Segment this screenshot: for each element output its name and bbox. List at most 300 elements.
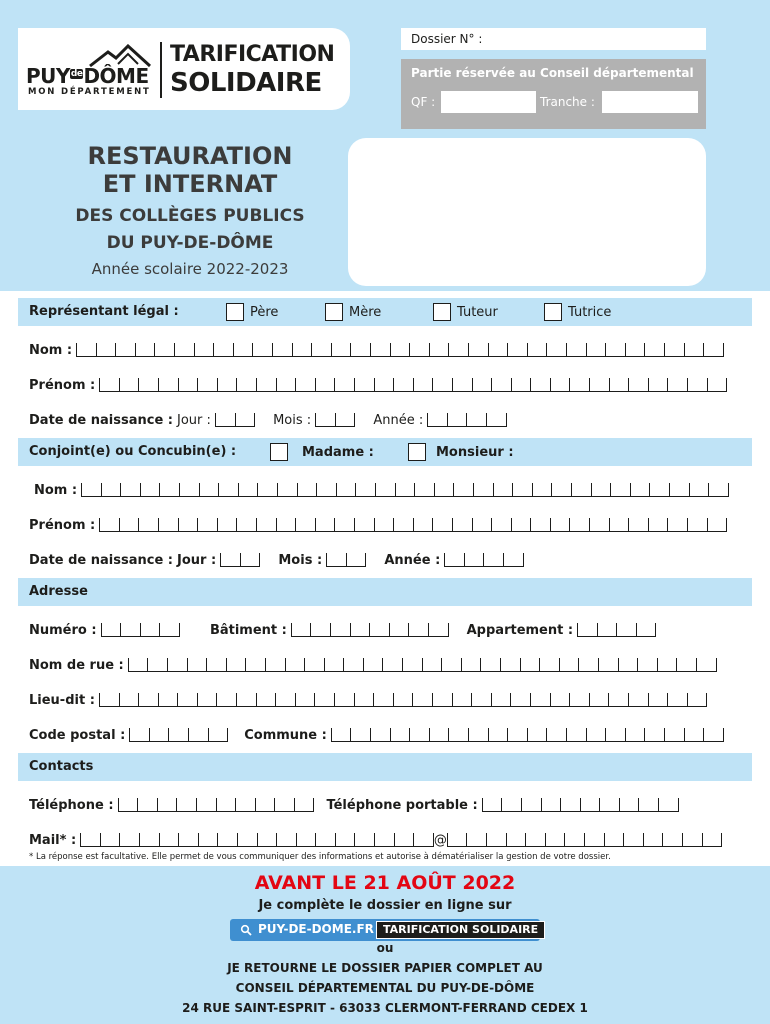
char-cell[interactable] xyxy=(606,728,626,742)
char-cell[interactable] xyxy=(567,343,587,357)
char-cell[interactable] xyxy=(547,343,567,357)
char-cell[interactable] xyxy=(579,658,599,672)
char-cell[interactable] xyxy=(487,413,507,427)
char-cell[interactable] xyxy=(237,378,257,392)
char-cell[interactable] xyxy=(236,413,256,427)
char-cell[interactable] xyxy=(396,483,416,497)
conj-annee-input[interactable] xyxy=(444,553,523,567)
char-cell[interactable] xyxy=(199,833,219,847)
char-cell[interactable] xyxy=(375,833,395,847)
char-cell[interactable] xyxy=(390,623,410,637)
char-cell[interactable] xyxy=(198,693,218,707)
char-cell[interactable] xyxy=(605,833,625,847)
char-cell[interactable] xyxy=(237,693,257,707)
char-cell[interactable] xyxy=(169,728,189,742)
char-cell[interactable] xyxy=(188,658,208,672)
char-cell[interactable] xyxy=(546,833,566,847)
char-cell[interactable] xyxy=(258,833,278,847)
char-cell[interactable] xyxy=(429,623,449,637)
char-cell[interactable] xyxy=(364,658,384,672)
portable-input[interactable] xyxy=(482,798,679,812)
char-cell[interactable] xyxy=(189,728,209,742)
char-cell[interactable] xyxy=(445,553,465,567)
char-cell[interactable] xyxy=(286,658,306,672)
char-cell[interactable] xyxy=(531,518,551,532)
char-cell[interactable] xyxy=(168,658,188,672)
char-cell[interactable] xyxy=(645,343,665,357)
conj-mois-input[interactable] xyxy=(326,553,366,567)
char-cell[interactable] xyxy=(511,693,531,707)
char-cell[interactable] xyxy=(218,833,238,847)
char-cell[interactable] xyxy=(293,343,313,357)
option-tuteur[interactable] xyxy=(433,302,498,322)
char-cell[interactable] xyxy=(528,343,548,357)
char-cell[interactable] xyxy=(347,553,367,567)
char-cell[interactable] xyxy=(140,833,160,847)
char-cell[interactable] xyxy=(277,833,297,847)
char-cell[interactable] xyxy=(335,693,355,707)
char-cell[interactable] xyxy=(179,378,199,392)
char-cell[interactable] xyxy=(513,483,533,497)
char-cell[interactable] xyxy=(570,378,590,392)
char-cell[interactable] xyxy=(489,343,509,357)
char-cell[interactable] xyxy=(296,518,316,532)
char-cell[interactable] xyxy=(150,728,170,742)
char-cell[interactable] xyxy=(139,518,159,532)
rep-nom-input[interactable] xyxy=(76,343,724,357)
char-cell[interactable] xyxy=(473,518,493,532)
char-cell[interactable] xyxy=(448,833,468,847)
char-cell[interactable] xyxy=(572,483,592,497)
char-cell[interactable] xyxy=(159,518,179,532)
char-cell[interactable] xyxy=(465,553,485,567)
char-cell[interactable] xyxy=(610,378,630,392)
char-cell[interactable] xyxy=(578,623,598,637)
char-cell[interactable] xyxy=(355,833,375,847)
char-cell[interactable] xyxy=(665,343,685,357)
char-cell[interactable] xyxy=(216,413,236,427)
char-cell[interactable] xyxy=(467,413,487,427)
rep-mois-input[interactable] xyxy=(315,413,355,427)
char-cell[interactable] xyxy=(442,658,462,672)
char-cell[interactable] xyxy=(371,343,391,357)
char-cell[interactable] xyxy=(100,518,120,532)
char-cell[interactable] xyxy=(665,728,685,742)
char-cell[interactable] xyxy=(100,693,120,707)
char-cell[interactable] xyxy=(351,728,371,742)
char-cell[interactable] xyxy=(296,378,316,392)
char-cell[interactable] xyxy=(403,658,423,672)
char-cell[interactable] xyxy=(316,413,336,427)
char-cell[interactable] xyxy=(540,658,560,672)
char-cell[interactable] xyxy=(690,483,710,497)
char-cell[interactable] xyxy=(141,623,161,637)
char-cell[interactable] xyxy=(198,378,218,392)
char-cell[interactable] xyxy=(474,483,494,497)
char-cell[interactable] xyxy=(469,728,489,742)
char-cell[interactable] xyxy=(277,378,297,392)
char-cell[interactable] xyxy=(120,693,140,707)
char-cell[interactable] xyxy=(295,798,315,812)
char-cell[interactable] xyxy=(688,693,708,707)
char-cell[interactable] xyxy=(239,483,259,497)
char-cell[interactable] xyxy=(512,518,532,532)
char-cell[interactable] xyxy=(487,833,507,847)
char-cell[interactable] xyxy=(375,378,395,392)
char-cell[interactable] xyxy=(570,693,590,707)
char-cell[interactable] xyxy=(136,343,156,357)
char-cell[interactable] xyxy=(139,378,159,392)
char-cell[interactable] xyxy=(639,798,659,812)
char-cell[interactable] xyxy=(629,693,649,707)
cp-input[interactable] xyxy=(129,728,228,742)
char-cell[interactable] xyxy=(331,623,351,637)
char-cell[interactable] xyxy=(370,623,390,637)
char-cell[interactable] xyxy=(383,658,403,672)
char-cell[interactable] xyxy=(703,833,723,847)
char-cell[interactable] xyxy=(351,623,371,637)
char-cell[interactable] xyxy=(644,833,664,847)
char-cell[interactable] xyxy=(207,658,227,672)
char-cell[interactable] xyxy=(508,728,528,742)
char-cell[interactable] xyxy=(394,518,414,532)
char-cell[interactable] xyxy=(298,483,318,497)
char-cell[interactable] xyxy=(355,693,375,707)
char-cell[interactable] xyxy=(587,343,607,357)
appartement-input[interactable] xyxy=(577,623,656,637)
char-cell[interactable] xyxy=(195,343,215,357)
char-cell[interactable] xyxy=(236,798,256,812)
char-cell[interactable] xyxy=(428,413,448,427)
dossier-field[interactable] xyxy=(401,28,706,50)
commune-input[interactable] xyxy=(331,728,724,742)
char-cell[interactable] xyxy=(278,483,298,497)
char-cell[interactable] xyxy=(598,623,618,637)
qf-field[interactable] xyxy=(441,91,536,113)
char-cell[interactable] xyxy=(158,798,178,812)
char-cell[interactable] xyxy=(469,343,489,357)
char-cell[interactable] xyxy=(492,693,512,707)
tel-input[interactable] xyxy=(118,798,315,812)
char-cell[interactable] xyxy=(507,833,527,847)
char-cell[interactable] xyxy=(120,518,140,532)
char-cell[interactable] xyxy=(570,518,590,532)
char-cell[interactable] xyxy=(472,693,492,707)
char-cell[interactable] xyxy=(197,798,217,812)
char-cell[interactable] xyxy=(374,693,394,707)
char-cell[interactable] xyxy=(590,693,610,707)
checkbox[interactable] xyxy=(433,303,451,321)
char-cell[interactable] xyxy=(435,483,455,497)
option-mere[interactable] xyxy=(325,302,381,322)
char-cell[interactable] xyxy=(592,483,612,497)
char-cell[interactable] xyxy=(489,728,509,742)
char-cell[interactable] xyxy=(521,658,541,672)
char-cell[interactable] xyxy=(317,483,337,497)
char-cell[interactable] xyxy=(141,483,161,497)
char-cell[interactable] xyxy=(316,518,336,532)
char-cell[interactable] xyxy=(649,378,669,392)
checkbox[interactable] xyxy=(270,443,288,461)
char-cell[interactable] xyxy=(704,728,724,742)
char-cell[interactable] xyxy=(218,518,238,532)
char-cell[interactable] xyxy=(502,798,522,812)
char-cell[interactable] xyxy=(709,483,729,497)
rep-jour-input[interactable] xyxy=(215,413,255,427)
char-cell[interactable] xyxy=(297,833,317,847)
char-cell[interactable] xyxy=(620,798,640,812)
char-cell[interactable] xyxy=(332,343,352,357)
char-cell[interactable] xyxy=(217,798,237,812)
char-cell[interactable] xyxy=(454,483,474,497)
checkbox[interactable] xyxy=(325,303,343,321)
char-cell[interactable] xyxy=(276,693,296,707)
char-cell[interactable] xyxy=(629,378,649,392)
char-cell[interactable] xyxy=(492,378,512,392)
char-cell[interactable] xyxy=(467,833,487,847)
char-cell[interactable] xyxy=(677,658,697,672)
char-cell[interactable] xyxy=(257,378,277,392)
option-madame[interactable] xyxy=(270,442,374,462)
tranche-field[interactable] xyxy=(602,91,698,113)
char-cell[interactable] xyxy=(708,518,728,532)
char-cell[interactable] xyxy=(179,833,199,847)
char-cell[interactable] xyxy=(209,728,229,742)
mail-domain-input[interactable] xyxy=(447,833,722,847)
char-cell[interactable] xyxy=(449,728,469,742)
checkbox[interactable] xyxy=(408,443,426,461)
char-cell[interactable] xyxy=(492,518,512,532)
checkbox[interactable] xyxy=(544,303,562,321)
char-cell[interactable] xyxy=(120,378,140,392)
char-cell[interactable] xyxy=(590,518,610,532)
char-cell[interactable] xyxy=(704,343,724,357)
char-cell[interactable] xyxy=(453,518,473,532)
char-cell[interactable] xyxy=(160,833,180,847)
char-cell[interactable] xyxy=(683,833,703,847)
char-cell[interactable] xyxy=(394,378,414,392)
char-cell[interactable] xyxy=(177,798,197,812)
char-cell[interactable] xyxy=(316,378,336,392)
char-cell[interactable] xyxy=(561,798,581,812)
char-cell[interactable] xyxy=(448,413,468,427)
char-cell[interactable] xyxy=(395,833,415,847)
char-cell[interactable] xyxy=(175,343,195,357)
char-cell[interactable] xyxy=(688,518,708,532)
char-cell[interactable] xyxy=(481,658,501,672)
char-cell[interactable] xyxy=(119,798,139,812)
char-cell[interactable] xyxy=(668,378,688,392)
char-cell[interactable] xyxy=(531,378,551,392)
char-cell[interactable] xyxy=(336,833,356,847)
char-cell[interactable] xyxy=(433,693,453,707)
char-cell[interactable] xyxy=(101,833,121,847)
char-cell[interactable] xyxy=(337,483,357,497)
char-cell[interactable] xyxy=(227,658,247,672)
char-cell[interactable] xyxy=(138,798,158,812)
char-cell[interactable] xyxy=(462,658,482,672)
char-cell[interactable] xyxy=(257,518,277,532)
char-cell[interactable] xyxy=(659,798,679,812)
char-cell[interactable] xyxy=(610,518,630,532)
option-pere[interactable] xyxy=(226,302,278,322)
char-cell[interactable] xyxy=(658,658,678,672)
char-cell[interactable] xyxy=(305,658,325,672)
char-cell[interactable] xyxy=(234,343,254,357)
char-cell[interactable] xyxy=(410,728,430,742)
conj-nom-input[interactable] xyxy=(81,483,729,497)
char-cell[interactable] xyxy=(433,518,453,532)
char-cell[interactable] xyxy=(155,343,175,357)
char-cell[interactable] xyxy=(325,658,345,672)
char-cell[interactable] xyxy=(336,413,356,427)
char-cell[interactable] xyxy=(533,483,553,497)
char-cell[interactable] xyxy=(600,798,620,812)
char-cell[interactable] xyxy=(237,518,257,532)
char-cell[interactable] xyxy=(371,728,391,742)
char-cell[interactable] xyxy=(238,833,258,847)
char-cell[interactable] xyxy=(547,728,567,742)
char-cell[interactable] xyxy=(501,658,521,672)
char-cell[interactable] xyxy=(697,658,717,672)
char-cell[interactable] xyxy=(649,518,669,532)
char-cell[interactable] xyxy=(335,378,355,392)
char-cell[interactable] xyxy=(590,378,610,392)
char-cell[interactable] xyxy=(246,658,266,672)
char-cell[interactable] xyxy=(414,833,434,847)
char-cell[interactable] xyxy=(638,658,658,672)
char-cell[interactable] xyxy=(102,623,122,637)
char-cell[interactable] xyxy=(423,658,443,672)
char-cell[interactable] xyxy=(97,343,117,357)
char-cell[interactable] xyxy=(316,833,336,847)
char-cell[interactable] xyxy=(599,658,619,672)
char-cell[interactable] xyxy=(624,833,644,847)
rue-input[interactable] xyxy=(128,658,717,672)
char-cell[interactable] xyxy=(217,693,237,707)
char-cell[interactable] xyxy=(121,483,141,497)
website-link[interactable] xyxy=(230,919,540,941)
char-cell[interactable] xyxy=(258,483,278,497)
rep-prenom-input[interactable] xyxy=(99,378,727,392)
char-cell[interactable] xyxy=(560,658,580,672)
char-cell[interactable] xyxy=(512,378,532,392)
char-cell[interactable] xyxy=(415,483,435,497)
char-cell[interactable] xyxy=(277,518,297,532)
char-cell[interactable] xyxy=(410,343,430,357)
char-cell[interactable] xyxy=(413,693,433,707)
char-cell[interactable] xyxy=(315,693,335,707)
char-cell[interactable] xyxy=(394,693,414,707)
char-cell[interactable] xyxy=(198,518,218,532)
char-cell[interactable] xyxy=(409,623,429,637)
char-cell[interactable] xyxy=(629,518,649,532)
char-cell[interactable] xyxy=(275,798,295,812)
char-cell[interactable] xyxy=(552,483,572,497)
char-cell[interactable] xyxy=(179,518,199,532)
char-cell[interactable] xyxy=(542,798,562,812)
char-cell[interactable] xyxy=(116,343,136,357)
char-cell[interactable] xyxy=(241,553,261,567)
char-cell[interactable] xyxy=(526,833,546,847)
conj-prenom-input[interactable] xyxy=(99,518,727,532)
mail-user-input[interactable] xyxy=(80,833,434,847)
char-cell[interactable] xyxy=(708,378,728,392)
char-cell[interactable] xyxy=(626,343,646,357)
numero-input[interactable] xyxy=(101,623,180,637)
char-cell[interactable] xyxy=(649,693,669,707)
char-cell[interactable] xyxy=(159,378,179,392)
char-cell[interactable] xyxy=(391,343,411,357)
char-cell[interactable] xyxy=(77,343,97,357)
char-cell[interactable] xyxy=(312,343,332,357)
char-cell[interactable] xyxy=(253,343,273,357)
char-cell[interactable] xyxy=(430,728,450,742)
char-cell[interactable] xyxy=(663,833,683,847)
char-cell[interactable] xyxy=(453,693,473,707)
char-cell[interactable] xyxy=(327,553,347,567)
option-monsieur[interactable] xyxy=(408,442,514,462)
char-cell[interactable] xyxy=(121,623,141,637)
char-cell[interactable] xyxy=(100,378,120,392)
char-cell[interactable] xyxy=(522,798,542,812)
char-cell[interactable] xyxy=(160,483,180,497)
char-cell[interactable] xyxy=(631,483,651,497)
char-cell[interactable] xyxy=(356,483,376,497)
char-cell[interactable] xyxy=(120,833,140,847)
char-cell[interactable] xyxy=(688,378,708,392)
lieudit-input[interactable] xyxy=(99,693,707,707)
char-cell[interactable] xyxy=(355,518,375,532)
conj-jour-input[interactable] xyxy=(220,553,260,567)
char-cell[interactable] xyxy=(376,483,396,497)
option-tutrice[interactable] xyxy=(544,302,611,322)
char-cell[interactable] xyxy=(256,798,276,812)
char-cell[interactable] xyxy=(335,518,355,532)
char-cell[interactable] xyxy=(266,658,286,672)
char-cell[interactable] xyxy=(449,343,469,357)
char-cell[interactable] xyxy=(551,693,571,707)
char-cell[interactable] xyxy=(219,483,239,497)
char-cell[interactable] xyxy=(484,553,504,567)
char-cell[interactable] xyxy=(650,483,670,497)
char-cell[interactable] xyxy=(178,693,198,707)
char-cell[interactable] xyxy=(531,693,551,707)
char-cell[interactable] xyxy=(433,378,453,392)
char-cell[interactable] xyxy=(102,483,122,497)
char-cell[interactable] xyxy=(414,378,434,392)
char-cell[interactable] xyxy=(139,693,159,707)
char-cell[interactable] xyxy=(257,693,277,707)
char-cell[interactable] xyxy=(430,343,450,357)
char-cell[interactable] xyxy=(81,833,101,847)
char-cell[interactable] xyxy=(617,623,637,637)
char-cell[interactable] xyxy=(670,483,690,497)
char-cell[interactable] xyxy=(528,728,548,742)
char-cell[interactable] xyxy=(504,553,524,567)
char-cell[interactable] xyxy=(159,693,179,707)
char-cell[interactable] xyxy=(130,728,150,742)
char-cell[interactable] xyxy=(581,798,601,812)
char-cell[interactable] xyxy=(551,518,571,532)
char-cell[interactable] xyxy=(180,483,200,497)
char-cell[interactable] xyxy=(355,378,375,392)
batiment-input[interactable] xyxy=(291,623,449,637)
char-cell[interactable] xyxy=(609,693,629,707)
char-cell[interactable] xyxy=(292,623,312,637)
char-cell[interactable] xyxy=(414,518,434,532)
char-cell[interactable] xyxy=(344,658,364,672)
